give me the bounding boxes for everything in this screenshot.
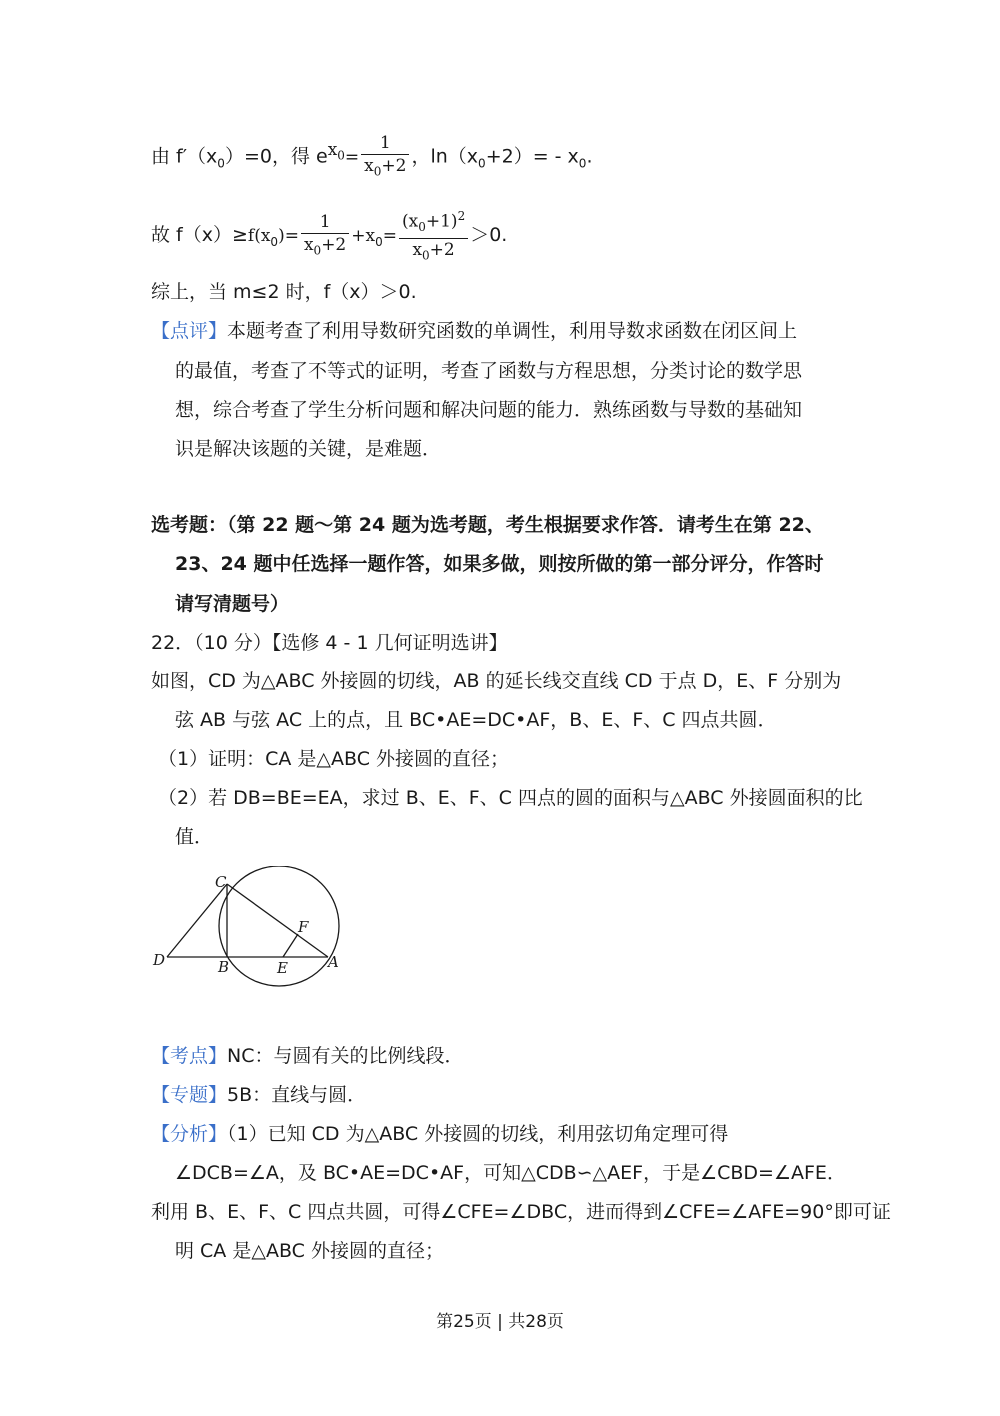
- denominator: [361, 155, 409, 182]
- subscript: 0: [270, 235, 279, 250]
- comment-line-2: 的最值，考查了不等式的证明，考查了函数与方程思想，分类讨论的数学思: [175, 360, 803, 382]
- text: ＞0.: [470, 224, 508, 247]
- numerator: 1: [301, 211, 349, 234]
- f-x0: f(x: [247, 226, 271, 247]
- problem-header: 22．（10 分）【选修 4 - 1 几何证明选讲】: [151, 632, 508, 654]
- question-2-line-2: 值．: [175, 826, 214, 848]
- subscript: 0: [375, 235, 383, 250]
- kaodian-tag: 【考点】: [151, 1045, 228, 1067]
- geometry-figure: [148, 866, 348, 996]
- fenxi-tag: 【分析】: [151, 1123, 228, 1145]
- subscript: 0: [578, 156, 587, 171]
- zhuanti-line: [151, 1081, 366, 1109]
- section-heading-line-3: 请写清题号）: [175, 593, 290, 615]
- num-var: (x: [401, 211, 419, 232]
- question-2-line-1: （2）若 DB=BE=EA，求过 B、E、F、C 四点的圆的面积与△ABC 外接圆面积的比: [158, 787, 863, 809]
- text: +x: [351, 226, 376, 247]
- label-E: E: [277, 959, 288, 977]
- fraction-1: [301, 211, 349, 261]
- zhuanti-text: 5B：直线与圆．: [227, 1084, 367, 1106]
- fenxi-text: （1）已知 CD 为△ABC 外接圆的切线，利用弦切角定理可得: [227, 1123, 729, 1145]
- subscript: 0: [418, 220, 426, 235]
- subscript: 0: [217, 156, 225, 171]
- label-C: C: [215, 873, 227, 891]
- text: 故 f（x）≥: [151, 224, 248, 247]
- subscript: 0: [422, 248, 430, 263]
- exponent: x: [327, 140, 338, 161]
- page-footer: 第25页 | 共28页: [436, 1312, 564, 1332]
- text: )=: [278, 226, 299, 247]
- den-var: x: [303, 234, 314, 255]
- den-tail: +2: [429, 240, 455, 261]
- text: 由 f′（x: [151, 145, 218, 168]
- math-line-1: [151, 132, 592, 182]
- fenxi-line-3: 利用 B、E、F、C 四点共圆，可得∠CFE=∠DBC，进而得到∠CFE=∠AFE=90°即可证: [151, 1201, 891, 1223]
- comment-tag: 【点评】: [151, 320, 228, 342]
- text: ，ln（x: [411, 145, 479, 168]
- math-line-2: [151, 205, 507, 266]
- label-D: D: [153, 951, 166, 969]
- segment-CA: [227, 884, 328, 957]
- subscript: 0: [373, 164, 382, 179]
- fraction: [361, 132, 409, 182]
- section-heading-line-2: 23、24 题中任选择一题作答，如果多做，则按所做的第一部分评分，作答时: [175, 553, 824, 575]
- comment-line-3: 想，综合考查了学生分析问题和解决问题的能力．熟练函数与导数的基础知: [175, 399, 803, 421]
- label-F: F: [298, 918, 309, 936]
- subscript: 0: [337, 148, 345, 163]
- num-tail: +1): [425, 211, 458, 232]
- kaodian-line: [151, 1042, 464, 1070]
- problem-stem-line-2: 弦 AB 与弦 AC 上的点，且 BC•AE=DC•AF，B、E、F、C 四点共圆．: [175, 709, 777, 731]
- math-line-3: 综上，当 m≤2 时，f（x）＞0.: [151, 281, 417, 303]
- den-tail: +2: [321, 234, 347, 255]
- comment-text: 本题考查了利用导数研究函数的单调性，利用导数求函数在闭区间上: [227, 320, 798, 342]
- problem-stem-line-1: 如图，CD 为△ABC 外接圆的切线，AB 的延长线交直线 CD 于点 D，E、F 分别为: [151, 670, 842, 692]
- den-tail: +2: [381, 156, 407, 176]
- superscript: 2: [457, 209, 466, 223]
- den-var: x: [412, 240, 423, 261]
- fenxi-line-1: [151, 1120, 728, 1148]
- comment-line-1: [151, 317, 797, 345]
- text: ）=0，得 e: [224, 145, 328, 168]
- question-1: （1）证明：CA 是△ABC 外接圆的直径；: [158, 748, 510, 770]
- text: .: [586, 145, 593, 168]
- subscript: 0: [478, 156, 486, 171]
- segment-DC: [167, 884, 227, 957]
- label-A: A: [328, 953, 339, 971]
- den-var: x: [364, 156, 374, 176]
- comment-line-4: 识是解决该题的关键，是难题．: [175, 438, 442, 460]
- zhuanti-tag: 【专题】: [151, 1084, 228, 1106]
- kaodian-text: NC：与圆有关的比例线段．: [227, 1045, 464, 1067]
- fenxi-line-2: ∠DCB=∠A，及 BC•AE=DC•AF，可知△CDB∽△AEF，于是∠CBD=∠AFE．: [175, 1162, 846, 1184]
- equals-sign: =: [382, 226, 397, 247]
- denominator: [399, 239, 468, 266]
- fraction-2: [399, 205, 468, 266]
- subscript: 0: [313, 242, 322, 257]
- numerator: [399, 205, 468, 239]
- numerator: 1: [361, 132, 409, 155]
- label-B: B: [218, 958, 230, 976]
- section-heading-line-1: 选考题：（第 22 题～第 24 题为选考题，考生根据要求作答．请考生在第 22、: [151, 514, 824, 536]
- segment-EF: [283, 934, 298, 957]
- text: +2）= - x: [485, 145, 579, 168]
- fenxi-line-4: 明 CA 是△ABC 外接圆的直径；: [175, 1240, 444, 1262]
- equals-sign: =: [344, 147, 360, 168]
- denominator: [301, 234, 349, 261]
